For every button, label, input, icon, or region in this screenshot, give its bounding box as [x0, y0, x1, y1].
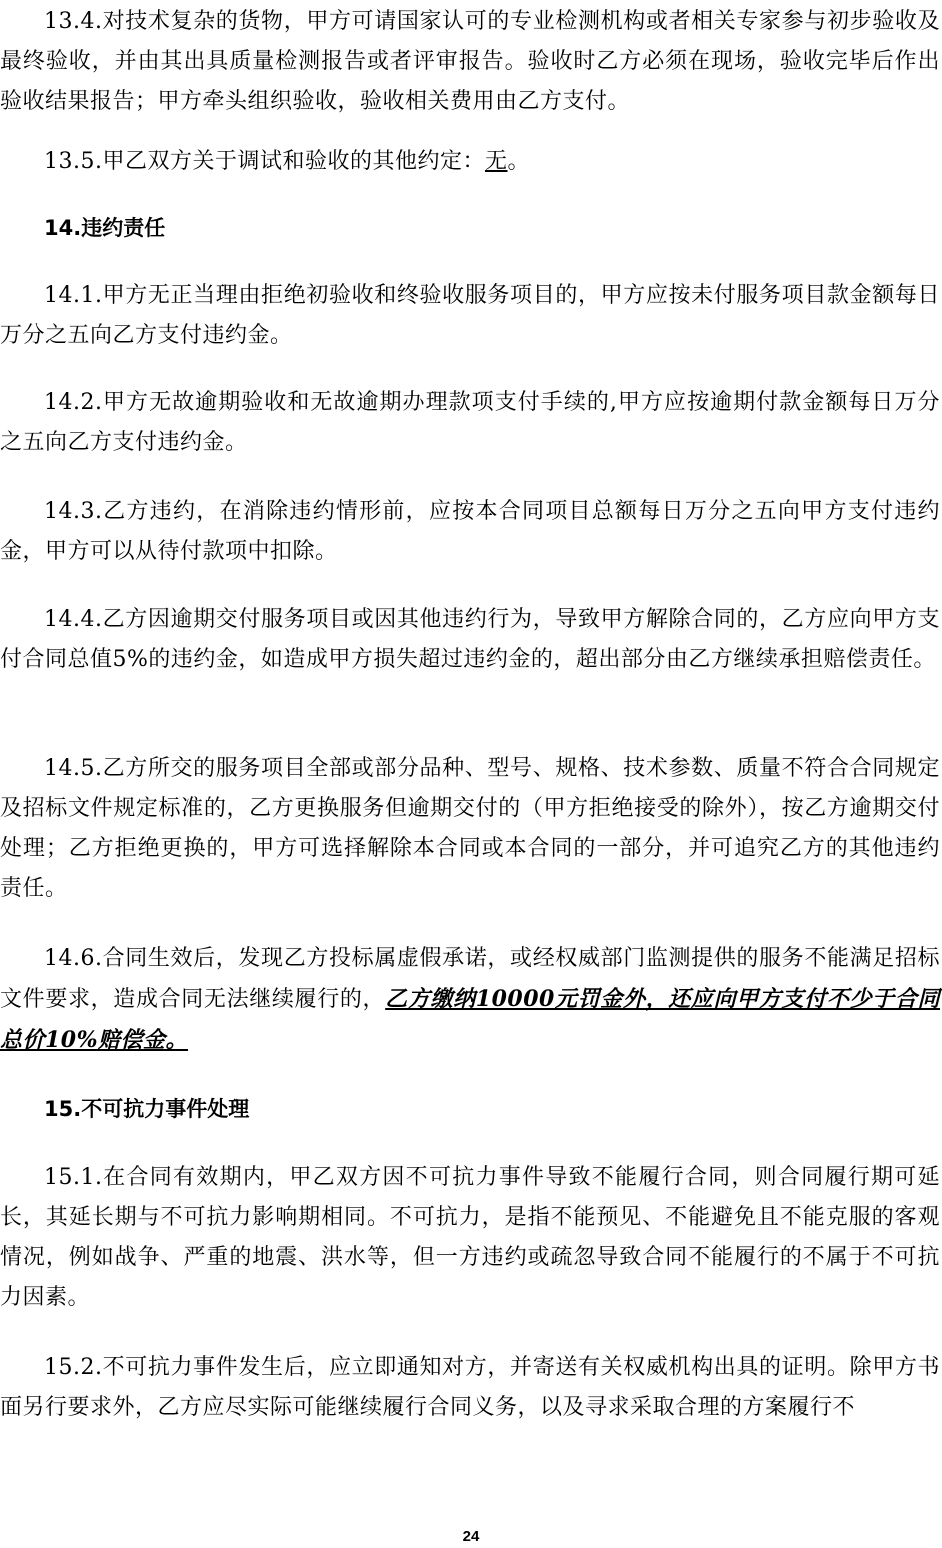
clause-14-6-penalty: 乙方缴纳10000元罚金外，还应向甲方支付不少于合同总价10%赔偿金。: [0, 986, 940, 1053]
clause-13-5-text: 13.5.甲乙双方关于调试和验收的其他约定：: [44, 149, 485, 174]
clause-14-5: 14.5.乙方所交的服务项目全部或部分品种、型号、规格、技术参数、质量不符合合同规定及招标文件规定标准的，乙方更换服务但逾期交付的（甲方拒绝接受的除外），按乙方逾期交付处理；乙方拒绝更换的，甲方可选择解除本合同或本合同的一部分，并可追究乙方的其他违约责任。: [0, 756, 940, 901]
clause-13-5-value: 无: [484, 149, 508, 174]
clause-15-1: 15.1.在合同有效期内，甲乙双方因不可抗力事件导致不能履行合同，则合同履行期可延长，其延长期与不可抗力影响期相同。不可抗力，是指不能预见、不能避免且不能克服的客观情况，例如战争、严重的地震、洪水等，但一方违约或疏忽导致合同不能履行的不属于不可抗力因素。: [0, 1165, 940, 1310]
clause-14-3: 14.3.乙方违约，在消除违约情形前，应按本合同项目总额每日万分之五向甲方支付违约金，甲方可以从待付款项中扣除。: [0, 499, 940, 564]
section-14-heading: 14.违约责任: [44, 216, 166, 240]
clause-14-6: [0, 939, 940, 1061]
clause-14-1: 14.1.甲方无正当理由拒绝初验收和终验收服务项目的，甲方应按未付服务项目款金额每日万分之五向乙方支付违约金。: [0, 283, 940, 348]
clause-13-4: 13.4.对技术复杂的货物，甲方可请国家认可的专业检测机构或者相关专家参与初步验收及最终验收，并由其出具质量检测报告或者评审报告。验收时乙方必须在现场，验收完毕后作出验收结果报告；甲方牵头组织验收，验收相关费用由乙方支付。: [0, 9, 940, 114]
section-15-heading: 15.不可抗力事件处理: [44, 1097, 250, 1121]
page-number: 24: [462, 1528, 480, 1545]
clause-15-2: 15.2.不可抗力事件发生后，应立即通知对方，并寄送有关权威机构出具的证明。除甲方书面另行要求外，乙方应尽实际可能继续履行合同义务，以及寻求采取合理的方案履行不: [0, 1355, 940, 1420]
clause-13-5-end: 。: [507, 149, 531, 174]
clause-14-4: 14.4.乙方因逾期交付服务项目或因其他违约行为，导致甲方解除合同的，乙方应向甲方支付合同总值5%的违约金，如造成甲方损失超过违约金的，超出部分由乙方继续承担赔偿责任。: [0, 607, 940, 672]
clause-14-2: 14.2.甲方无故逾期验收和无故逾期办理款项支付手续的,甲方应按逾期付款金额每日万分之五向乙方支付违约金。: [0, 390, 940, 455]
clause-14-6-text: 14.6.合同生效后，发现乙方投标属虚假承诺，或经权威部门监测提供的服务不能满足招标文件要求，造成合同无法继续履行的，: [0, 946, 940, 1012]
clause-13-5: [0, 142, 940, 182]
